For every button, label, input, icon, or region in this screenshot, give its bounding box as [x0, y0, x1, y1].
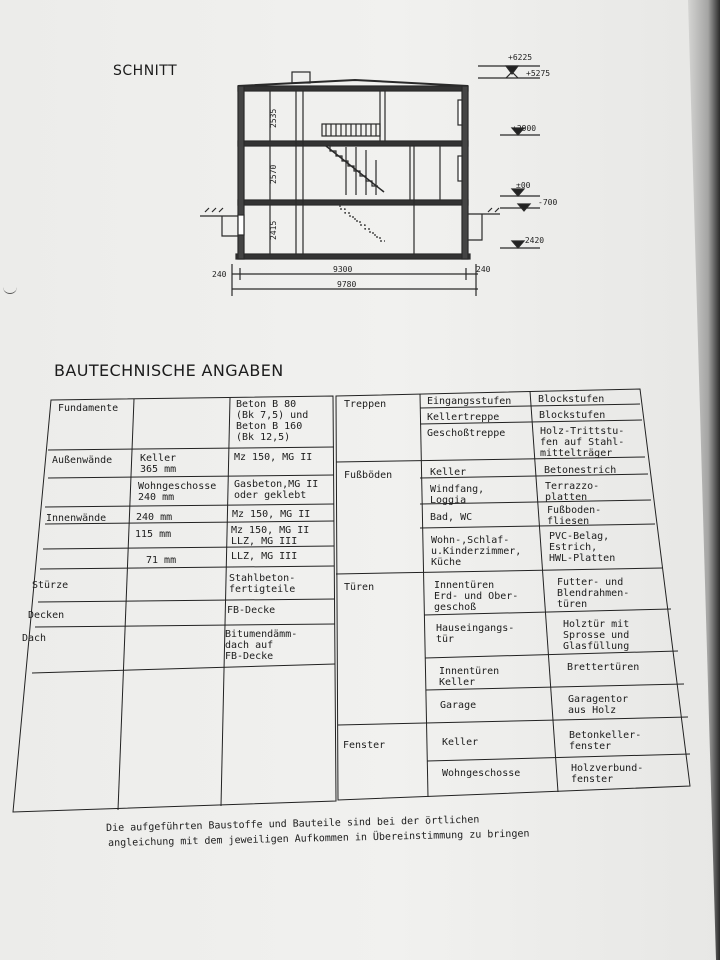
spec-sub-fenster-wohn: Wohngeschosse — [442, 768, 521, 779]
spec-label-aussenwaende: Außenwände — [52, 455, 113, 466]
spec-label-treppen: Treppen — [344, 399, 387, 410]
level-label: -700 — [538, 198, 558, 207]
spec-value-aussenwaende-wohn: Gasbeton,MG II oder geklebt — [234, 479, 319, 501]
spec-sub-garage: Garage — [440, 700, 477, 711]
width-dimension: 9780 — [337, 280, 357, 289]
spec-value-stuerze: Stahlbeton- fertigteile — [229, 573, 296, 595]
height-dimension: 2570 — [269, 164, 278, 184]
spec-sub-fenster-keller: Keller — [442, 737, 479, 748]
spec-value-geschosstreppe: Holz-Trittstu- fen auf Stahl- mittelträger — [540, 426, 625, 459]
spec-value-fundamente: Beton B 80 (Bk 7,5) und Beton B 160 (Bk 12,5) — [236, 399, 309, 443]
level-label: +2900 — [512, 124, 537, 133]
spec-sub-geschosstreppe: Geschoßtreppe — [427, 428, 506, 439]
spec-value-decken: FB-Decke — [227, 605, 276, 616]
level-label: ±00 — [516, 181, 531, 190]
spec-sub-keller: Keller — [430, 467, 467, 478]
spec-value-garage: Garagentor aus Holz — [568, 694, 629, 716]
footer-note-line-1: Die aufgeführten Baustoffe und Bauteile sind bei der örtlichen — [106, 814, 480, 834]
spec-value-fenster-keller: Betonkeller- fenster — [569, 730, 642, 752]
height-dimension: 2535 — [269, 108, 278, 128]
spec-label-dach: Dach — [22, 633, 47, 644]
spec-sub-wohnraeume: Wohn-,Schlaf- u.Kinderzimmer, Küche — [431, 535, 522, 568]
spec-value-hauseingangstuer: Holztür mit Sprosse und Glasfüllung — [563, 619, 630, 652]
spec-sub-kellertreppe: Kellertreppe — [427, 412, 500, 423]
spec-sub-innenwaende-240: 240 mm — [136, 512, 173, 523]
spec-label-fundamente: Fundamente — [58, 403, 119, 414]
spec-value-eingangsstufen: Blockstufen — [538, 394, 605, 405]
spec-sub-eingangsstufen: Eingangsstufen — [427, 396, 512, 407]
section-title: SCHNITT — [113, 63, 178, 79]
level-label: +6225 — [508, 53, 533, 62]
spec-value-bad: Fußboden- fliesen — [547, 505, 602, 527]
spec-sub-bad: Bad, WC — [430, 512, 473, 523]
width-dimension: 240 — [476, 265, 491, 274]
width-dimension: 240 — [212, 270, 227, 279]
height-dimension: 2415 — [269, 220, 278, 240]
spec-value-innenwaende-115: Mz 150, MG II LLZ, MG III — [231, 525, 310, 547]
spec-sub-innenwaende-115: 115 mm — [135, 529, 172, 540]
spec-value-innenwaende-240: Mz 150, MG II — [232, 509, 311, 520]
spec-value-aussenwaende-keller: Mz 150, MG II — [234, 452, 313, 463]
spec-value-wohnraeume: PVC-Belag, Estrich, HWL-Platten — [549, 531, 616, 564]
footer-note-line-2: angleichung mit dem jeweiligen Aufkommen in Übereinstimmung zu bringen — [108, 828, 530, 849]
spec-label-fenster: Fenster — [343, 740, 386, 751]
spec-sub-innentueren-eg-og: Innentüren Erd- und Ober- geschoß — [434, 580, 519, 613]
spec-label-tueren: Türen — [344, 582, 375, 593]
spec-value-innenwaende-71: LLZ, MG III — [231, 551, 298, 562]
spec-value-keller: Betonestrich — [544, 465, 617, 476]
spec-sub-windfang: Windfang, Loggia — [430, 484, 485, 506]
spec-sub-innenwaende-71: 71 mm — [146, 555, 177, 566]
spec-label-decken: Decken — [28, 610, 65, 621]
specs-title: BAUTECHNISCHE ANGABEN — [54, 361, 284, 380]
spec-sub-aussenwaende-keller: Keller 365 mm — [140, 453, 177, 475]
spec-label-innenwaende: Innenwände — [46, 513, 107, 524]
spec-sub-innentueren-keller: Innentüren Keller — [439, 666, 500, 688]
spec-value-kellertreppe: Blockstufen — [539, 410, 606, 421]
spec-value-innentueren-keller: Brettertüren — [567, 662, 640, 673]
spec-sub-hauseingangstuer: Hauseingangs- tür — [436, 623, 515, 645]
spec-value-innentueren-eg-og: Futter- und Blendrahmen- türen — [557, 577, 630, 610]
spec-label-stuerze: Stürze — [32, 580, 69, 591]
spec-value-windfang: Terrazzo- platten — [545, 481, 600, 503]
spec-value-dach: Bitumendämm- dach auf FB-Decke — [225, 629, 298, 662]
width-dimension: 9300 — [333, 265, 353, 274]
spec-value-fenster-wohn: Holzverbund- fenster — [571, 763, 644, 785]
spec-sub-aussenwaende-wohn: Wohngeschosse 240 mm — [138, 481, 217, 503]
level-label: -2420 — [520, 236, 545, 245]
spec-label-fussboeden: Fußböden — [344, 470, 393, 481]
level-label: +5275 — [526, 69, 551, 78]
